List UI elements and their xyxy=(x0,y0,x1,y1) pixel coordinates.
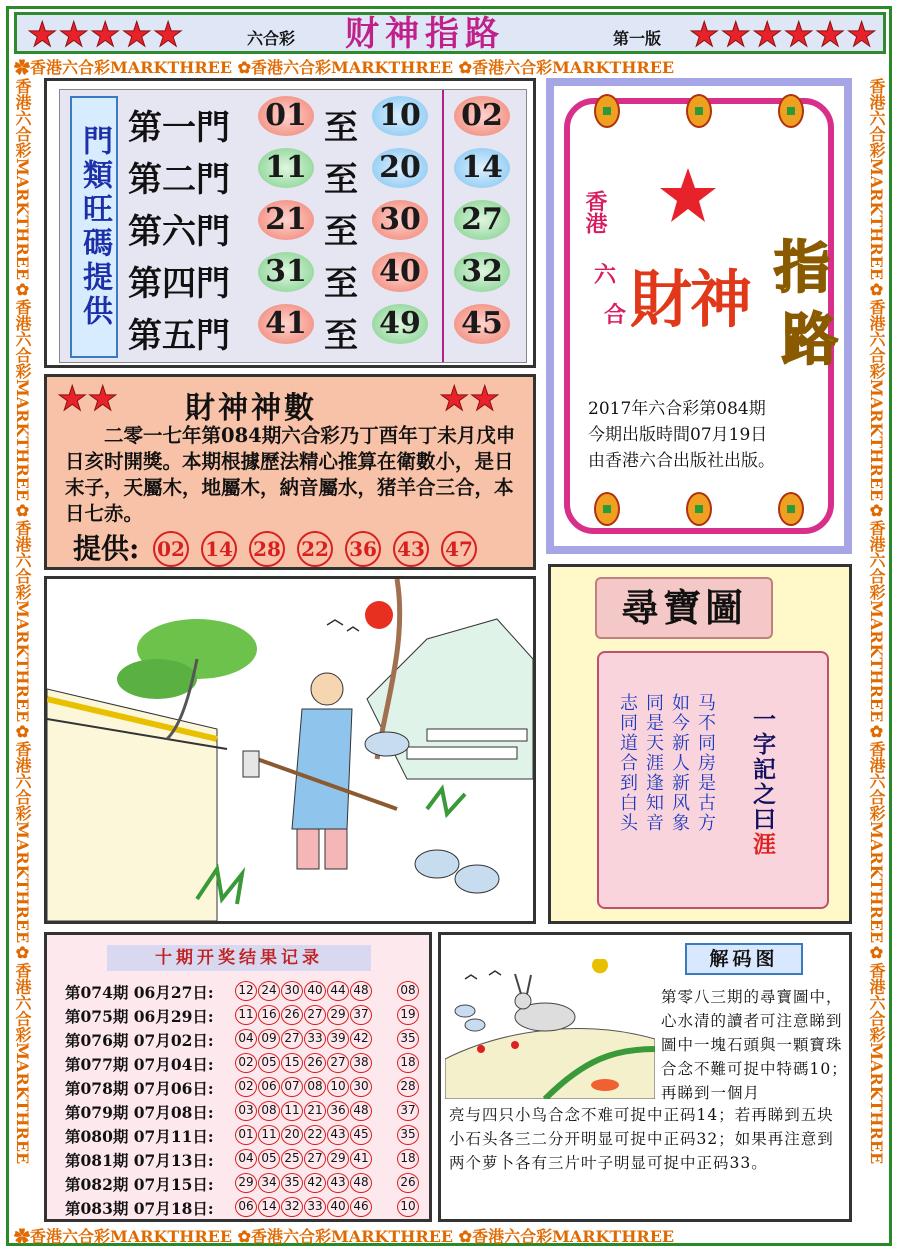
stars-right: ★★★★★★ xyxy=(689,15,878,55)
poster-caishen: 財神 xyxy=(630,263,751,336)
record-special-number: 28 xyxy=(397,1077,419,1097)
star-icon: ★★ xyxy=(57,379,118,419)
record-label: 第076期 07月02日: xyxy=(65,1031,214,1050)
record-number: 30 xyxy=(350,1077,372,1097)
star-icon xyxy=(658,166,718,224)
door-label: 第五門 xyxy=(128,316,230,356)
record-number: 33 xyxy=(304,1029,326,1049)
record-number: 43 xyxy=(327,1125,349,1145)
poem-line: 马不同房是古方 xyxy=(695,693,716,833)
decode-illustration xyxy=(445,939,655,1099)
record-number: 06 xyxy=(258,1077,280,1097)
record-label: 第074期 06月27日: xyxy=(65,983,214,1002)
poem-line: 如今新人新风象 xyxy=(669,693,690,833)
record-number: 27 xyxy=(304,1149,326,1169)
marquee-icon: ✿ xyxy=(237,58,252,77)
shensu-number: 28 xyxy=(249,531,285,567)
range-end-ball: 20 xyxy=(372,148,428,188)
poster xyxy=(546,78,852,554)
record-number: 05 xyxy=(258,1053,280,1073)
record-row xyxy=(65,1053,431,1077)
record-number: 33 xyxy=(304,1197,326,1217)
record-number: 22 xyxy=(304,1125,326,1145)
record-number: 37 xyxy=(350,1005,372,1025)
record-number: 46 xyxy=(350,1197,372,1217)
range-end-ball: 10 xyxy=(372,96,428,136)
record-number: 42 xyxy=(350,1029,372,1049)
record-number: 29 xyxy=(235,1173,257,1193)
record-row xyxy=(65,1173,431,1197)
record-special-number: 18 xyxy=(397,1053,419,1073)
poem-line: 同是天涯逢知音 xyxy=(643,693,664,833)
record-special-number: 37 xyxy=(397,1101,419,1121)
range-start-ball: 01 xyxy=(258,96,314,136)
coin-icon xyxy=(594,94,620,128)
record-special-number: 19 xyxy=(397,1005,419,1025)
record-label: 第077期 07月04日: xyxy=(65,1055,214,1074)
record-row xyxy=(65,1029,431,1053)
marquee-left: 香港六合彩MARKTHREE✿香港六合彩MARKTHREE✿香港六合彩MARKTHREE✿香港六合彩MARKTHREE✿香港六合彩MARKTHREE xyxy=(13,78,32,1165)
record-number: 10 xyxy=(327,1077,349,1097)
range-start-ball: 31 xyxy=(258,252,314,292)
marquee-top: ✿香港六合彩MARKTHREE ✿香港六合彩MARKTHREE ✿香港六合彩MARKTHREE xyxy=(14,58,675,77)
range-to-label: 至 xyxy=(324,212,358,252)
record-number: 09 xyxy=(258,1029,280,1049)
record-special-number: 18 xyxy=(397,1149,419,1169)
poster-date: 今期出版時間07月19日 xyxy=(588,425,768,445)
door-side-label: 門類旺碼提供 xyxy=(70,96,118,358)
pick-ball: 45 xyxy=(454,304,510,344)
record-number: 42 xyxy=(304,1173,326,1193)
record-number: 24 xyxy=(258,981,280,1001)
record-special-number: 08 xyxy=(397,981,419,1001)
record-number: 29 xyxy=(327,1005,349,1025)
door-label: 第一門 xyxy=(128,108,230,148)
range-start-ball: 11 xyxy=(258,148,314,188)
record-label: 第080期 07月11日: xyxy=(65,1127,214,1146)
door-label: 第四門 xyxy=(128,264,230,304)
record-number: 01 xyxy=(235,1125,257,1145)
shensu-number: 22 xyxy=(297,531,333,567)
coin-icon xyxy=(594,492,620,526)
record-row xyxy=(65,1149,431,1173)
record-label: 第083期 07月18日: xyxy=(65,1199,214,1218)
record-number: 04 xyxy=(235,1029,257,1049)
coin-icon xyxy=(778,94,804,128)
marquee-bottom: ✿香港六合彩MARKTHREE ✿香港六合彩MARKTHREE ✿香港六合彩MARKTHREE xyxy=(14,1227,675,1246)
record-number: 08 xyxy=(304,1077,326,1097)
poster-he: 合 xyxy=(604,302,627,328)
record-row xyxy=(65,1005,431,1029)
shensu-number: 47 xyxy=(441,531,477,567)
record-special-number: 35 xyxy=(397,1125,419,1145)
record-number: 48 xyxy=(350,1101,372,1121)
treasure-scroll xyxy=(597,651,829,909)
record-special-number: 35 xyxy=(397,1029,419,1049)
record-number: 14 xyxy=(258,1197,280,1217)
record-number: 40 xyxy=(327,1197,349,1217)
decode-panel xyxy=(438,932,852,1222)
range-to-label: 至 xyxy=(324,316,358,356)
shensu-number: 14 xyxy=(201,531,237,567)
record-number: 11 xyxy=(281,1101,303,1121)
record-number: 02 xyxy=(235,1077,257,1097)
shensu-title: 財神神數 xyxy=(185,391,317,426)
records-title: 十期开奖结果记录 xyxy=(107,945,371,971)
record-number: 27 xyxy=(327,1053,349,1073)
header-bar xyxy=(14,12,886,54)
record-label: 第081期 07月13日: xyxy=(65,1151,214,1170)
range-end-ball: 49 xyxy=(372,304,428,344)
marquee-icon: ✿ xyxy=(458,1227,473,1246)
treasure-map xyxy=(548,564,852,924)
record-number: 29 xyxy=(327,1149,349,1169)
poster-hk: 香港 xyxy=(582,190,608,234)
record-row xyxy=(65,981,431,1005)
scene-illustration xyxy=(44,576,536,924)
star-icon: ★★ xyxy=(439,379,500,419)
record-number: 48 xyxy=(350,981,372,1001)
record-number: 16 xyxy=(258,1005,280,1025)
coin-icon xyxy=(686,94,712,128)
record-number: 07 xyxy=(281,1077,303,1097)
marquee-icon: ✿ xyxy=(458,58,473,77)
record-label: 第078期 07月06日: xyxy=(65,1079,214,1098)
door-label: 第六門 xyxy=(128,212,230,252)
coin-icon xyxy=(778,492,804,526)
range-start-ball: 21 xyxy=(258,200,314,240)
pick-ball: 02 xyxy=(454,96,510,136)
page-title: 财神指路 xyxy=(345,14,505,54)
stars-left: ★★★★★ xyxy=(27,15,185,55)
range-to-label: 至 xyxy=(324,108,358,148)
pick-ball: 27 xyxy=(454,200,510,240)
record-row xyxy=(65,1125,431,1149)
record-number: 15 xyxy=(281,1053,303,1073)
record-label: 第075期 06月29日: xyxy=(65,1007,214,1026)
record-number: 05 xyxy=(258,1149,280,1169)
record-number: 25 xyxy=(281,1149,303,1169)
poster-publisher: 由香港六合出版社出版。 xyxy=(588,451,775,471)
shensu-number: 36 xyxy=(345,531,381,567)
record-number: 26 xyxy=(281,1005,303,1025)
record-number: 02 xyxy=(235,1053,257,1073)
decode-text-bottom: 亮与四只小鸟合念不难可捉中正码14；若再睇到五块小石头各三二分开明显可捉中正码32；如果再注意到两个萝卜各有三片叶子明显可捉中正码33。 xyxy=(449,1106,834,1172)
treasure-title: 尋寶圖 xyxy=(595,577,773,639)
record-number: 20 xyxy=(281,1125,303,1145)
record-number: 45 xyxy=(350,1125,372,1145)
shensu-text: 二零一七年第084期六合彩乃丁酉年丁未月戊申日亥时開獎。本期根據歷法精心推算在衛數小，是日末子，天屬木，地屬木，納音屬水，猪羊合三合，本日七赤。 xyxy=(65,424,516,525)
marquee-right: 香港六合彩MARKTHREE✿香港六合彩MARKTHREE✿香港六合彩MARKTHREE✿香港六合彩MARKTHREE✿香港六合彩MARKTHREE xyxy=(867,78,886,1165)
range-to-label: 至 xyxy=(324,160,358,200)
range-start-ball: 41 xyxy=(258,304,314,344)
record-number: 39 xyxy=(327,1029,349,1049)
record-number: 11 xyxy=(258,1125,280,1145)
marquee-icon: ✿ xyxy=(14,58,31,77)
record-number: 21 xyxy=(304,1101,326,1121)
decode-text-right: 第零八三期的尋寶圖中，心水清的讀者可注意睇到圖中一塊石頭與一顆寶珠合念不難可捉中特碼10；再睇到一個月 xyxy=(661,988,848,1102)
poem-line: 志同道合到白头 xyxy=(617,693,638,833)
poster-zhi: 指 xyxy=(774,235,830,301)
record-number: 34 xyxy=(258,1173,280,1193)
edition-label: 第一版 xyxy=(613,29,662,48)
record-number: 41 xyxy=(350,1149,372,1169)
record-label: 第082期 07月15日: xyxy=(65,1175,214,1194)
record-number: 48 xyxy=(350,1173,372,1193)
caishen-shensu xyxy=(44,374,536,570)
door-table xyxy=(44,78,536,368)
record-number: 38 xyxy=(350,1053,372,1073)
poem-phrase: 一字記之曰涯 xyxy=(749,707,776,857)
poster-liu: 六 xyxy=(594,262,617,288)
record-row xyxy=(65,1101,431,1125)
draw-records xyxy=(44,932,432,1222)
shensu-number: 43 xyxy=(393,531,429,567)
lottery-label: 六合彩 xyxy=(247,29,296,48)
record-number: 43 xyxy=(327,1173,349,1193)
decode-title: 解码图 xyxy=(685,943,803,975)
record-number: 44 xyxy=(327,981,349,1001)
record-number: 12 xyxy=(235,981,257,1001)
record-special-number: 26 xyxy=(397,1173,419,1193)
range-end-ball: 40 xyxy=(372,252,428,292)
record-number: 27 xyxy=(304,1005,326,1025)
range-end-ball: 30 xyxy=(372,200,428,240)
record-number: 04 xyxy=(235,1149,257,1169)
record-number: 06 xyxy=(235,1197,257,1217)
record-number: 26 xyxy=(304,1053,326,1073)
record-number: 32 xyxy=(281,1197,303,1217)
record-number: 27 xyxy=(281,1029,303,1049)
record-number: 30 xyxy=(281,981,303,1001)
poster-issue: 2017年六合彩第084期 xyxy=(588,399,766,419)
record-row xyxy=(65,1077,431,1101)
record-number: 11 xyxy=(235,1005,257,1025)
record-row xyxy=(65,1197,431,1221)
record-number: 08 xyxy=(258,1101,280,1121)
marquee-icon: ✿ xyxy=(237,1227,252,1246)
pick-ball: 32 xyxy=(454,252,510,292)
marquee-icon: ✿ xyxy=(14,1227,31,1246)
shensu-provide-label: 提供: xyxy=(73,532,140,565)
record-number: 03 xyxy=(235,1101,257,1121)
record-number: 40 xyxy=(304,981,326,1001)
range-to-label: 至 xyxy=(324,264,358,304)
door-label: 第二門 xyxy=(128,160,230,200)
coin-icon xyxy=(686,492,712,526)
poster-lu: 路 xyxy=(782,307,838,373)
record-number: 36 xyxy=(327,1101,349,1121)
shensu-number: 02 xyxy=(153,531,189,567)
pick-ball: 14 xyxy=(454,148,510,188)
record-number: 35 xyxy=(281,1173,303,1193)
record-special-number: 10 xyxy=(397,1197,419,1217)
record-label: 第079期 07月08日: xyxy=(65,1103,214,1122)
